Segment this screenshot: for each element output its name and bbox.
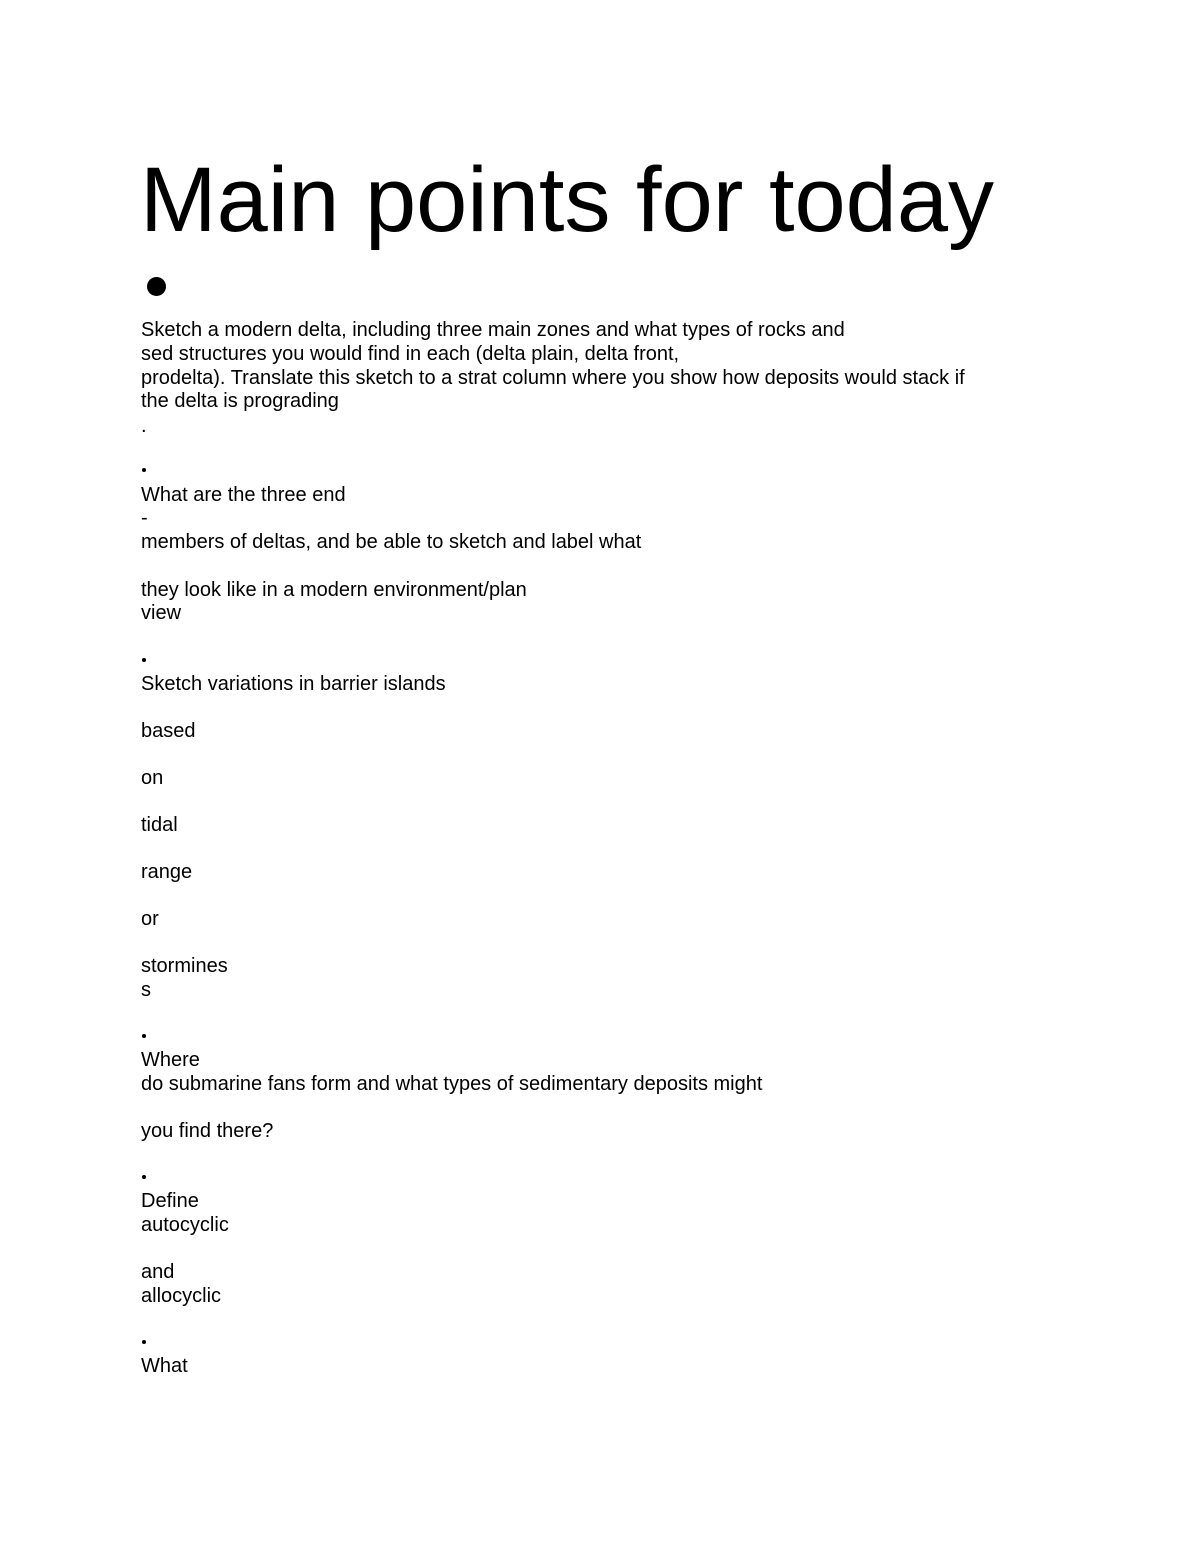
point-3-line-2: based [141,720,196,742]
point-1-line-4: the delta is prograding [141,390,339,412]
page-title: Main points for today [140,149,995,251]
bullet-icon [147,277,166,296]
point-5-line-4: allocyclic [141,1285,222,1307]
point-5-line-3: and [141,1261,175,1283]
point-5-line-1: Define [141,1190,199,1212]
point-2-dash: - [141,507,148,529]
bullet-icon [142,1175,146,1179]
point-3-line-1: Sketch variations in barrier islands [141,673,446,695]
bullet-icon [142,468,146,472]
point-1-trail: . [141,415,147,437]
point-1-line-1: Sketch a modern delta, including three main zones and what types of rocks and [141,319,845,341]
point-3-line-4: tidal [141,814,178,836]
point-1-line-2: sed structures you would find in each (delta plain, delta front, [141,343,680,365]
point-3-line-7: stormines [141,955,228,977]
point-4-line-2: do submarine fans form and what types of sedimentary deposits might [141,1073,763,1095]
bullet-icon [142,1340,146,1344]
bullet-icon [142,1034,146,1038]
point-2-line-3: they look like in a modern environment/plan [141,579,527,601]
point-1-line-3: prodelta). Translate this sketch to a strat column where you show how deposits would stack if [141,367,965,389]
point-2-line-1: What are the three end [141,484,346,506]
point-4-line-3: you find there? [141,1120,274,1142]
point-4-line-1: Where [141,1049,200,1071]
point-2-line-4: view [141,602,182,624]
point-5-line-2: autocyclic [141,1214,229,1236]
point-6-line-1: What [141,1355,188,1377]
point-2-line-2: members of deltas, and be able to sketch and label what [141,531,642,553]
bullet-icon [142,658,146,662]
point-3-line-5: range [141,861,193,883]
point-3-line-8: s [141,979,151,1001]
point-3-line-3: on [141,767,164,789]
point-3-line-6: or [141,908,159,930]
